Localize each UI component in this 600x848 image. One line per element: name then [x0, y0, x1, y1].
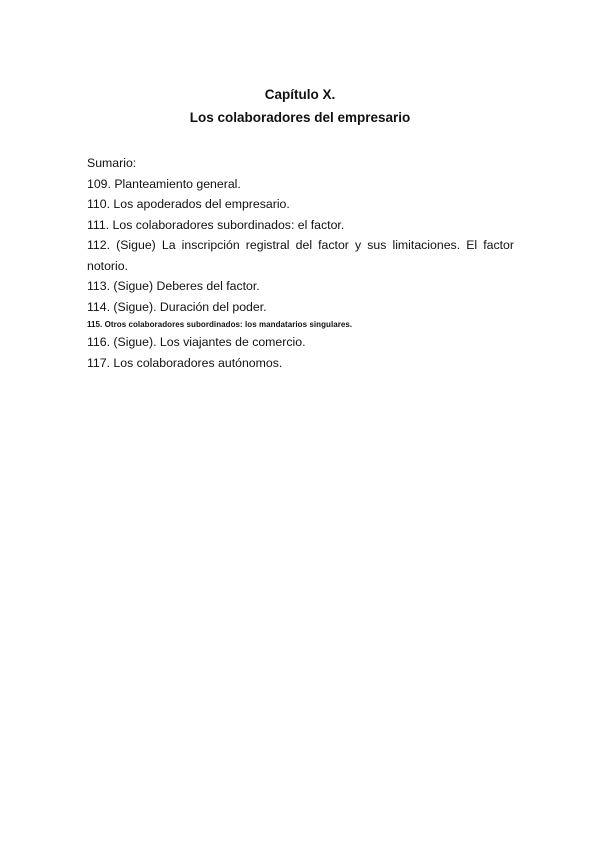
- summary-item-116: 116. (Sigue). Los viajantes de comercio.: [87, 335, 306, 349]
- summary-item-114: 114. (Sigue). Duración del poder.: [87, 299, 267, 314]
- summary-item-109: 109. Planteamiento general.: [87, 176, 241, 191]
- summary-section: [87, 153, 514, 373]
- summary-item-113: 113. (Sigue) Deberes del factor.: [87, 279, 260, 293]
- summary-item-110: 110. Los apoderados del empresario.: [87, 197, 290, 211]
- summary-item-111: 111. Los colaboradores subordinados: el factor.: [87, 217, 345, 232]
- summary-item-115: 115. Otros colaboradores subordinados: los mandatarios singulares.: [87, 320, 353, 329]
- summary-label: Sumario:: [87, 156, 137, 170]
- summary-item-117: 117. Los colaboradores autónomos.: [87, 355, 283, 370]
- chapter-number: Capítulo X.: [264, 87, 336, 102]
- summary-item-112: 112. (Sigue) La inscripción registral del factor y sus limitaciones. El factor notorio.: [87, 238, 514, 273]
- chapter-title: Los colaboradores del empresario: [189, 110, 411, 125]
